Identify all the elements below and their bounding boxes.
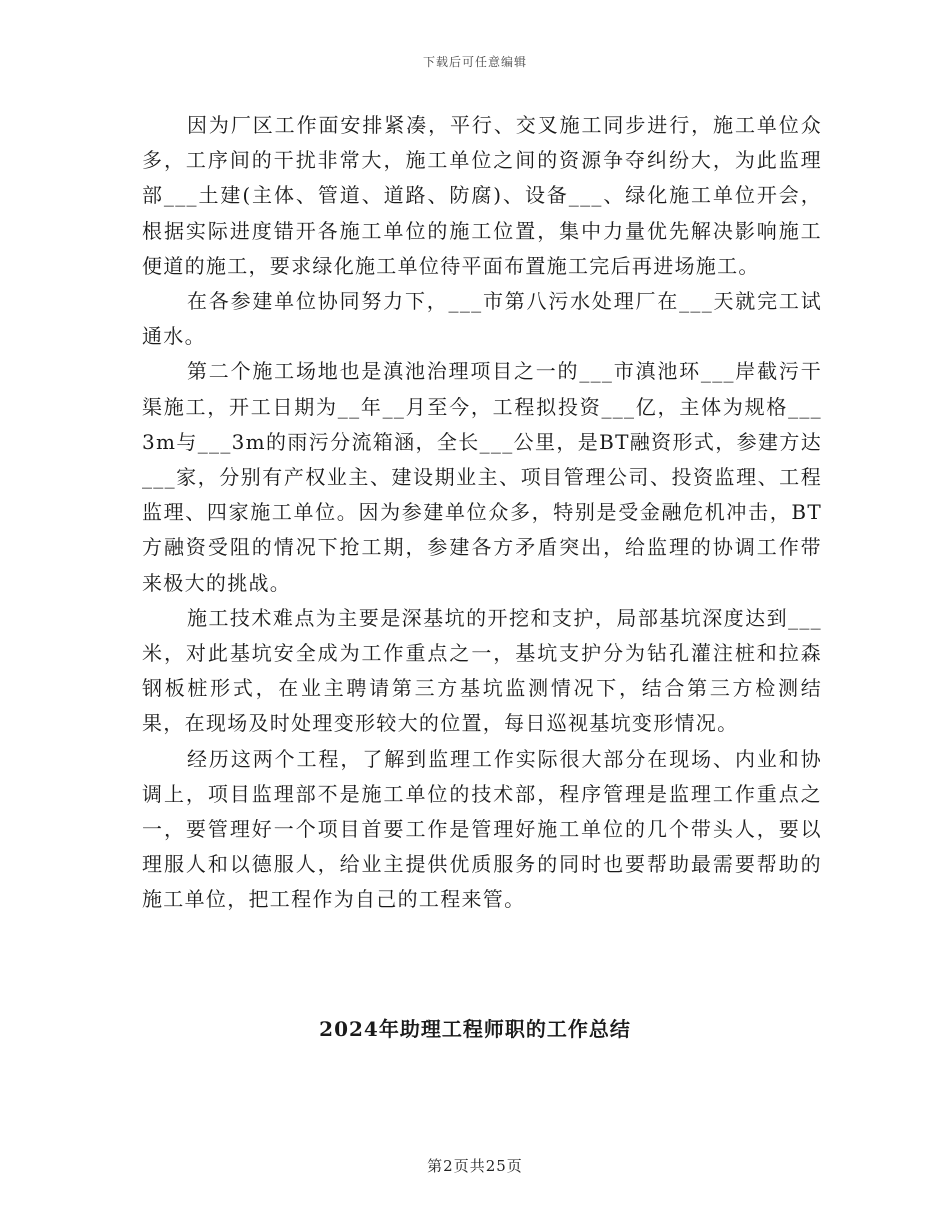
paragraph-second-site: 第二个施工场地也是滇池治理项目之一的___市滇池环___岸截污干渠施工，开工日期为__年__月至今，工程拟投资___亿，主体为规格___3m与___3m的雨污分流箱涵，全长___公里，是BT融资形式，参建方达___家，分别有产权业主、建设期业主、项目管理公司、投资监理、工程监理、四家施工单位。因为参建单位众多，特别是受金融危机冲击，BT方融资受阻的情况下抢工期，参建各方矛盾突出，给监理的协调工作带来极大的挑战。: [142, 359, 822, 595]
document-body: [142, 108, 822, 918]
paragraph-experience-summary: 经历这两个工程，了解到监理工作实际很大部分在现场、内业和协调上，项目监理部不是施工单位的技术部，程序管理是监理工作重点之一，要管理好一个项目首要工作是管理好施工单位的几个带头人，要以理服人和以德服人，给业主提供优质服务的同时也要帮助最需要帮助的施工单位，把工程作为自己的工程来管。: [142, 746, 822, 912]
paragraph-site-coordination: 因为厂区工作面安排紧凑，平行、交叉施工同步进行，施工单位众多，工序间的干扰非常大，施工单位之间的资源争夺纠纷大，为此监理部___土建(主体、管道、道路、防腐)、设备___、绿化施工单位开会，根据实际进度错开各施工单位的施工位置，集中力量优先解决影响施工便道的施工，要求绿化施工单位待平面布置施工完后再进场施工。: [142, 113, 822, 278]
paragraph-technical-difficulty: 施工技术难点为主要是深基坑的开挖和支护，局部基坑深度达到___米，对此基坑安全成为工作重点之一，基坑支护分为钻孔灌注桩和拉森钢板桩形式，在业主聘请第三方基坑监测情况下，结合第三方检测结果，在现场及时处理变形较大的位置，每日巡视基坑变形情况。: [142, 605, 822, 736]
page-footer-number: 第2页共25页: [427, 1157, 523, 1175]
paragraph-trial-water: 在各参建单位协同努力下，___市第八污水处理厂在___天就完工试通水。: [142, 289, 822, 349]
section-title: 2024年助理工程师职的工作总结: [319, 1017, 631, 1041]
page-header-note: 下载后可任意编辑: [422, 55, 527, 69]
